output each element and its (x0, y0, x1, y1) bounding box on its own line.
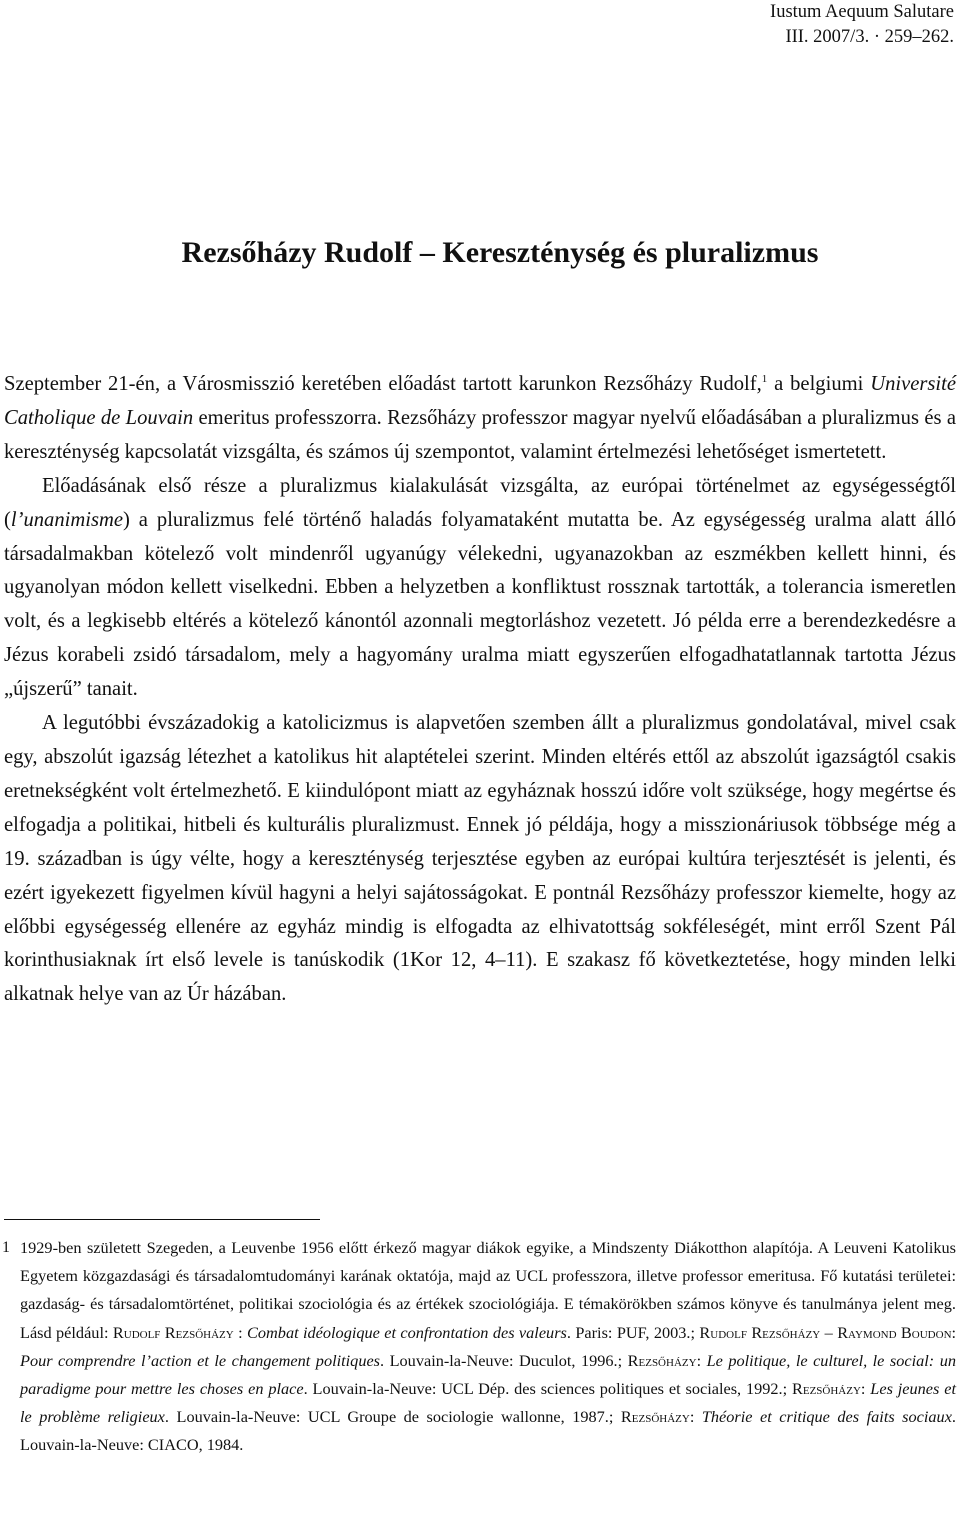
footnote-separator (4, 1219, 320, 1220)
footnote-number: 1 (2, 1239, 10, 1256)
p1-text-a: Szeptember 21-én, a Városmisszió keretében előadást tartott karunkon Rezsőházy Rudolf, (4, 373, 762, 395)
fn-author: Rudolf Rezsőházy (699, 1322, 821, 1342)
fn-text: : (696, 1350, 707, 1370)
fn-book-title: Le politique, le culturel, le social: un paradigme pour mettre les choses en place (20, 1350, 956, 1399)
fn-book-title: Combat idéologique et confrontation des valeurs (247, 1322, 567, 1342)
p1-university-name: Université Catholique de Louvain (4, 373, 956, 429)
fn-text: 1929-ben született Szegeden, a Leuvenbe 1956 előtt érkező magyar diákok egyike, a Mindszenty Diákotthon alapítója. A Leuveni Katolikus Egyetem közgazdasági és társadalomtudományi karának oktatója, majd az UCL professzora, illetve professor emeritusa. Fő kutatási területei: gazdaság- és társadalomtörténet, politikai szociológia és az értékek szociológiája. E témakörökben számos könyve és tanulmánya jelent meg. Lásd például: (20, 1238, 956, 1342)
fn-book-title: Théorie et critique des faits sociaux (701, 1407, 952, 1427)
fn-text: . Paris: PUF, 2003.; (566, 1322, 700, 1342)
fn-text: : (689, 1407, 702, 1427)
fn-author: Rezsőházy (791, 1379, 861, 1399)
fn-text: : (860, 1379, 871, 1399)
fn-text: . Louvain-la-Neuve: UCL Dép. des sciences politiques et sociales, 1992.; (303, 1379, 792, 1399)
fn-author: Rezsőházy (620, 1407, 690, 1427)
paragraph-1 (4, 368, 956, 470)
paragraph-3: A legutóbbi évszázadokig a katolicizmus is alapvetően szemben állt a pluralizmus gondolatával, mivel csak egy, abszolút igazság létezhet a katolikus hit alaptételei szerint. Minden eltérés ettől az abszolút igazságtól csakis eretnekségként volt értelmezhető. E kiindulópont miatt az egyháznak hosszú időre volt szüksége, hogy megértse és elfogadja a politikai, hitbeli és kulturális pluralizmust. Ennek jó példája, hogy a misszionáriusok többsége még a 19. században is úgy vélte, hogy a kereszténység terjesztése egyben az európai kultúra terjesztését is jelenti, és ezért igyekezett figyelmen kívül hagyni a helyi sajátosságokat. E pontnál Rezsőházy professzor kiemelte, hogy az előbbi egységesség ellenére az egyház mindig is elfogadta az elhivatottság sokféleségét, mint erről Szent Pál korinthusiaknak írt első levele is tanúskodik (1Kor 12, 4–11). E szakasz fő következtetése, hogy minden lelki alkatnak helye van az Úr házában. (4, 712, 956, 1006)
fn-text: . Louvain-la-Neuve: CIACO, 1984. (20, 1407, 956, 1455)
journal-header (770, 0, 954, 50)
fn-text: – (820, 1322, 838, 1342)
p2-term-italic: l’unanimisme (10, 508, 123, 531)
p2-text-c: ) a pluralizmus felé történő haladás folyamataként mutatta be. Az egységesség uralma alatt álló társadalmakban kötelező volt mindenről ugyanúgy vélekedni, ugyanazokban az eszmékben kellett hinni, és ugyanolyan módon kellett viselkedni. Ebben a helyzetben a konfliktust rossznak tartották, a tolerancia ismeretlen volt, és a legkisebb eltérés a kötelező kánontól azonnali megtorláshoz vezetett. Jó példa erre a berendezkedésre a Jézus korabeli zsidó társadalom, mely a hagyomány uralma miatt egyszerűen elfogadhatatlannak tartotta Jézus „újszerű” tanait. (4, 508, 956, 701)
fn-text: : (951, 1322, 957, 1342)
article-body (4, 368, 956, 1012)
p2-text-a: Előadásának első része a pluralizmus kialakulását vizsgálta, az európai történelmet az egységességtől ( (4, 474, 956, 531)
footnote-1 (2, 1234, 957, 1460)
fn-author: Rudolf Rezsőházy (112, 1322, 234, 1342)
fn-book-title: Pour comprendre l’action et le changement politiques (20, 1350, 381, 1370)
p1-text-d: emeritus professzorra. Rezsőházy professzor magyar nyelvű előadásában a pluralizmus és a kereszténység kapcsolatát vizsgálta, és számos új szempontot, valamint értelmezési lehetőséget ismertetett. (4, 406, 957, 463)
article-title: Rezsőházy Rudolf – Kereszténység és pluralizmus (181, 236, 819, 269)
footnote-ref-1: 1 (761, 373, 768, 385)
fn-text: : (233, 1322, 248, 1342)
issue-pages: III. 2007/3. · 259–262. (785, 27, 954, 47)
fn-author: Rezsőházy (627, 1350, 697, 1370)
journal-name: Iustum Aequum Salutare (770, 2, 954, 22)
paragraph-2 (4, 470, 956, 707)
fn-author: Raymond Boudon (837, 1322, 952, 1342)
p1-text-b: a belgiumi (767, 373, 871, 395)
fn-text: . Louvain-la-Neuve: UCL Groupe de sociologie wallonne, 1987.; (164, 1407, 621, 1427)
fn-book-title: Les jeunes et le problème religieux (20, 1379, 956, 1427)
fn-text: . Louvain-la-Neuve: Duculot, 1996.; (380, 1350, 628, 1370)
